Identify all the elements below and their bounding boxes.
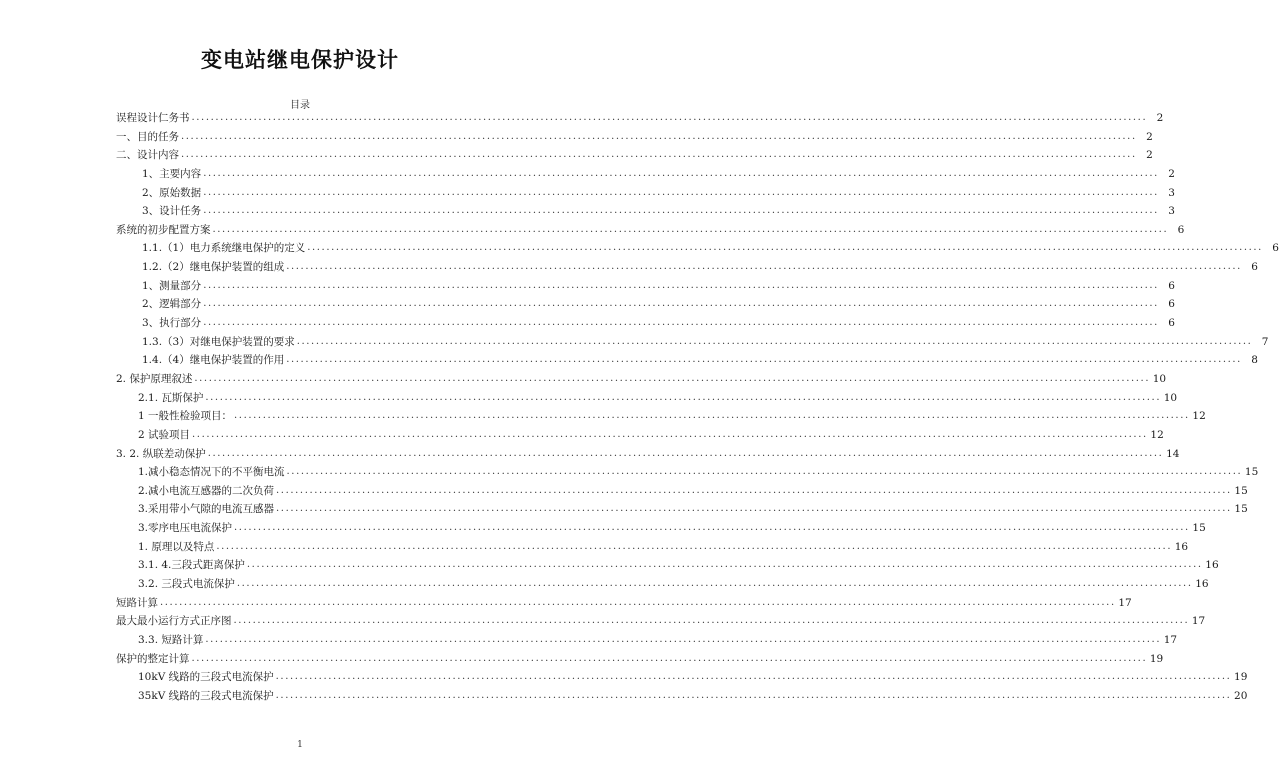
toc-leader-dots: ........................................................................................................................................................................................................ — [276, 484, 1232, 496]
toc-entry-label: 1.4.（4）继电保护装置的作用 — [142, 354, 285, 367]
toc-entry[interactable] — [116, 239, 1279, 258]
toc-leader-dots: ........................................................................................................................................................................................................ — [181, 130, 1137, 142]
toc-entry-page: 15 — [1234, 503, 1248, 516]
toc-entry[interactable] — [116, 109, 1164, 128]
toc-entry-label: 2 试验项目 — [138, 428, 191, 441]
toc-leader-dots: ........................................................................................................................................................................................................ — [203, 298, 1159, 310]
toc-entry-page: 7 — [1261, 335, 1269, 348]
toc-entry[interactable] — [116, 165, 1175, 184]
toc-entry-label: 1、测量部分 — [142, 279, 202, 292]
toc-entry-page: 12 — [1192, 410, 1206, 423]
toc-entry-page: 12 — [1150, 428, 1164, 441]
toc-entry[interactable] — [116, 463, 1259, 482]
toc-entry-page: 14 — [1166, 447, 1180, 460]
toc-entry-label: 1、主要内容 — [142, 167, 202, 180]
toc-entry-label: 1. 原理以及特点 — [138, 540, 215, 553]
toc-entry[interactable] — [116, 407, 1206, 426]
toc-leader-dots: ........................................................................................................................................................................................................ — [236, 578, 1193, 590]
toc-entry[interactable] — [116, 295, 1175, 314]
toc-leader-dots: ........................................................................................................................................................................................................ — [205, 633, 1162, 645]
toc-entry-page: 15 — [1192, 522, 1206, 535]
toc-entry-label: 1.2.（2）继电保护装置的组成 — [142, 261, 285, 274]
toc-entry-label: 1.减小稳态情况下的不平衡电流 — [138, 466, 285, 479]
toc-entry-page: 16 — [1174, 540, 1189, 553]
toc-entry-label: 2、逻辑部分 — [142, 298, 202, 311]
toc-entry-label: 3、执行部分 — [142, 317, 202, 330]
toc-leader-dots: ........................................................................................................................................................................................................ — [181, 149, 1137, 161]
toc-entry-page: 19 — [1234, 671, 1248, 684]
toc-entry[interactable] — [116, 612, 1206, 631]
toc-entry-label: 3.采用带小气隙的电流互感器 — [138, 503, 275, 516]
toc-entry-label: 保护的整定计算 — [116, 652, 190, 665]
toc-entry-page: 17 — [1118, 596, 1132, 609]
toc-leader-dots: ........................................................................................................................................................................................................ — [307, 242, 1263, 254]
toc-entry[interactable] — [116, 519, 1206, 538]
toc-entry-label: 短路计算 — [116, 596, 158, 609]
toc-entry[interactable] — [116, 426, 1164, 445]
toc-leader-dots: ........................................................................................................................................................................................................ — [203, 167, 1159, 179]
toc-entry-page: 8 — [1251, 354, 1258, 367]
toc-entry-page: 6 — [1177, 223, 1185, 236]
toc-leader-dots: ........................................................................................................................................................................................................ — [203, 279, 1159, 291]
toc-entry-label: 2. 保护原理叙述 — [116, 372, 193, 385]
toc-entry[interactable] — [116, 202, 1175, 221]
toc-entry[interactable] — [116, 500, 1248, 519]
toc-entry[interactable] — [116, 668, 1248, 687]
toc-leader-dots: ........................................................................................................................................................................................................ — [276, 503, 1232, 515]
toc-leader-dots: ........................................................................................................................................................................................................ — [191, 652, 1148, 664]
toc-entry-label: 1.3.（3）对继电保护装置的要求 — [142, 335, 295, 348]
table-of-contents — [116, 109, 1279, 706]
toc-entry-label: 最大最小运行方式正序图 — [116, 615, 232, 628]
toc-leader-dots: ........................................................................................................................................................................................................ — [216, 540, 1173, 552]
toc-entry-page: 10 — [1163, 391, 1178, 404]
toc-entry-label: 10kV 线路的三段式电流保护 — [138, 671, 274, 684]
toc-leader-dots: ........................................................................................................................................................................................................ — [160, 596, 1116, 608]
toc-entry[interactable] — [116, 351, 1258, 370]
page-number: 1 — [297, 740, 303, 750]
toc-entry[interactable] — [116, 650, 1164, 669]
toc-entry-label: 35kV 线路的三段式电流保护 — [138, 689, 274, 702]
toc-entry[interactable] — [116, 128, 1153, 147]
toc-entry-page: 10 — [1152, 372, 1167, 385]
toc-leader-dots: ........................................................................................................................................................................................................ — [207, 447, 1164, 459]
toc-leader-dots: ........................................................................................................................................................................................................ — [246, 559, 1203, 571]
toc-entry-page: 20 — [1234, 689, 1248, 702]
toc-entry[interactable] — [116, 575, 1209, 594]
toc-leader-dots: ........................................................................................................................................................................................................ — [203, 186, 1159, 198]
toc-entry[interactable] — [116, 538, 1189, 557]
toc-leader-dots: ........................................................................................................................................................................................................ — [275, 671, 1232, 683]
toc-leader-dots: ........................................................................................................................................................................................................ — [286, 354, 1242, 366]
toc-entry-label: 2.1. 瓦斯保护 — [138, 391, 204, 404]
toc-leader-dots: ........................................................................................................................................................................................................ — [286, 466, 1243, 478]
toc-entry-label: 2、原始数据 — [142, 186, 202, 199]
toc-leader-dots: ........................................................................................................................................................................................................ — [203, 317, 1159, 329]
toc-entry[interactable] — [116, 389, 1178, 408]
toc-entry-label: 3、设计任务 — [142, 205, 202, 218]
toc-entry[interactable] — [116, 445, 1180, 464]
toc-entry-page: 16 — [1205, 559, 1219, 572]
toc-entry-label: 3.1. 4.三段式距离保护 — [138, 559, 245, 572]
toc-leader-dots: ........................................................................................................................................................................................................ — [205, 391, 1162, 403]
toc-entry[interactable] — [116, 687, 1248, 706]
toc-leader-dots: ........................................................................................................................................................................................................ — [275, 689, 1232, 701]
toc-leader-dots: ........................................................................................................................................................................................................ — [194, 372, 1151, 384]
toc-entry-page: 17 — [1163, 633, 1178, 646]
toc-entry-label: 1.1.（1）电力系统继电保护的定义 — [142, 242, 306, 255]
toc-leader-dots: ........................................................................................................................................................................................................ — [234, 410, 1190, 422]
toc-leader-dots: ........................................................................................................................................................................................................ — [203, 205, 1159, 217]
toc-entry-label: 1 一般性检验项目： — [138, 410, 233, 423]
toc-leader-dots: ........................................................................................................................................................................................................ — [286, 261, 1242, 273]
toc-entry-label: 3.3. 短路计算 — [138, 633, 204, 646]
toc-entry[interactable] — [116, 556, 1219, 575]
toc-entry-page: 15 — [1244, 466, 1259, 479]
toc-entry-label: 3.2. 三段式电流保护 — [138, 578, 235, 591]
toc-entry[interactable] — [116, 277, 1175, 296]
toc-leader-dots: ........................................................................................................................................................................................................ — [296, 335, 1253, 347]
toc-leader-dots: ........................................................................................................................................................................................................ — [192, 428, 1148, 440]
toc-entry-page: 2 — [1168, 167, 1175, 180]
toc-leader-dots: ........................................................................................................................................................................................................ — [233, 615, 1190, 627]
toc-entry-label: 系统的初步配置方案 — [116, 223, 211, 236]
toc-entry[interactable] — [116, 221, 1185, 240]
toc-entry-page: 2 — [1156, 112, 1164, 124]
toc-heading: 目录 — [290, 100, 310, 111]
toc-leader-dots: ........................................................................................................................................................................................................ — [191, 112, 1148, 123]
toc-entry[interactable] — [116, 333, 1269, 352]
toc-entry[interactable] — [116, 631, 1178, 650]
toc-entry-page: 2 — [1146, 149, 1153, 162]
toc-leader-dots: ........................................................................................................................................................................................................ — [234, 522, 1190, 534]
toc-entry-page: 6 — [1168, 279, 1175, 292]
toc-entry-label: 2.减小电流互感器的二次负荷 — [138, 484, 275, 497]
toc-entry-page: 15 — [1234, 484, 1248, 497]
toc-entry-label: 误程设计仁务书 — [116, 112, 190, 124]
toc-entry[interactable] — [116, 482, 1248, 501]
toc-entry[interactable] — [116, 258, 1258, 277]
toc-entry[interactable] — [116, 146, 1153, 165]
toc-entry-page: 17 — [1191, 615, 1206, 628]
toc-entry-label: 二、设计内容 — [116, 149, 179, 162]
toc-entry-page: 3 — [1168, 205, 1175, 218]
toc-entry-page: 3 — [1168, 186, 1175, 199]
toc-entry-label: 一、目的任务 — [116, 130, 179, 143]
toc-entry[interactable] — [116, 314, 1175, 333]
toc-entry-page: 6 — [1168, 317, 1175, 330]
toc-entry-page: 16 — [1195, 578, 1209, 591]
toc-entry-label: 3. 2. 纵联差动保护 — [116, 447, 206, 460]
document-title: 变电站继电保护设计 — [201, 48, 399, 72]
toc-entry-page: 19 — [1149, 652, 1164, 665]
toc-entry[interactable] — [116, 594, 1132, 613]
toc-entry-page: 2 — [1146, 130, 1153, 143]
toc-entry[interactable] — [116, 370, 1167, 389]
toc-leader-dots: ........................................................................................................................................................................................................ — [212, 223, 1169, 235]
toc-entry-label: 3.零序电压电流保护 — [138, 522, 233, 535]
toc-entry[interactable] — [116, 184, 1175, 203]
toc-entry-page: 6 — [1168, 298, 1175, 311]
toc-entry-page: 6 — [1272, 242, 1279, 255]
toc-entry-page: 6 — [1251, 261, 1258, 274]
